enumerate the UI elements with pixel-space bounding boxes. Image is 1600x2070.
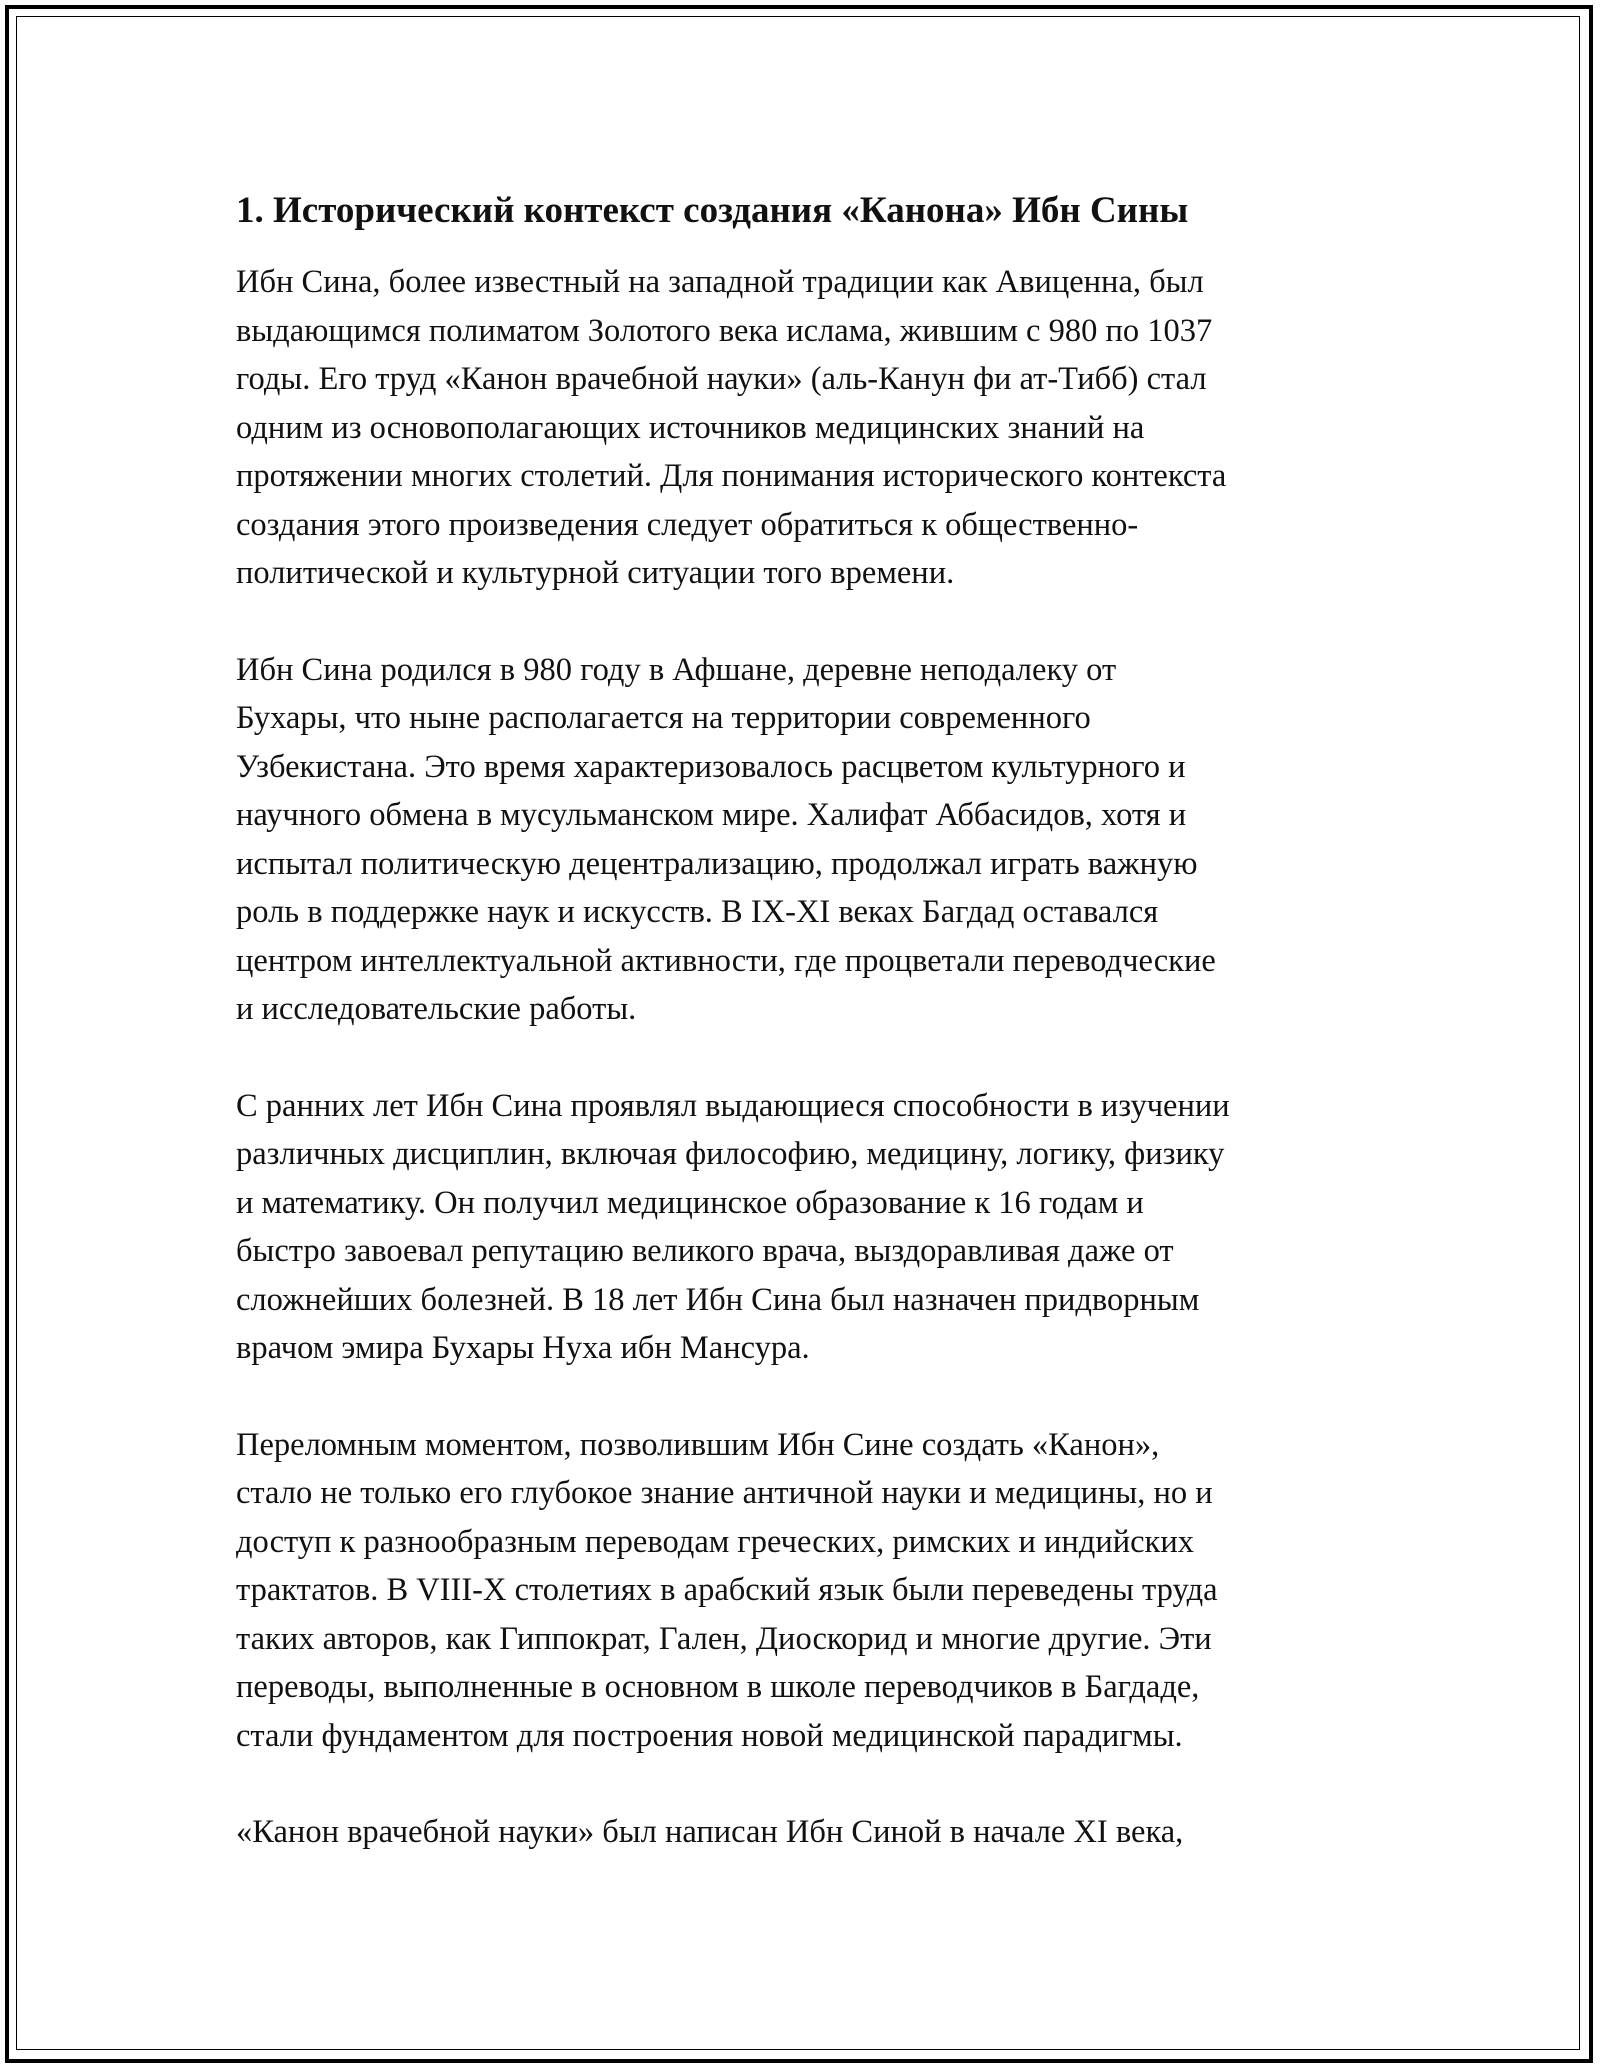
text-line: стали фундаментом для построения новой медицинской парадигмы. [236, 1717, 1183, 1754]
text-line: годы. Его труд «Канон врачебной науки» (аль-Канун фи ат-Тибб) стал [236, 361, 1207, 397]
text-line: Бухары, что ныне располагается на территории современного [236, 700, 1091, 736]
text-line: врачом эмира Бухары Нуха ибн Мансура. [236, 1330, 810, 1366]
text-line: и исследовательские работы. [236, 991, 637, 1027]
text-line: Узбекистана. Это время характеризовалось расцветом культурного и [236, 748, 1186, 785]
paragraph-3 [236, 1082, 1366, 1373]
paragraph-4 [236, 1421, 1366, 1761]
text-line: различных дисциплин, включая философию, медицину, логику, физику [236, 1136, 1225, 1172]
text-line: сложнейших болезней. В 18 лет Ибн Сина был назначен придворным [236, 1281, 1200, 1318]
text-line: быстро завоевал репутацию великого врача, выздоравливая даже от [236, 1233, 1174, 1269]
text-line: стало не только его глубокое знание античной науки и медицины, но и [236, 1475, 1213, 1511]
text-line: центром интеллектуальной активности, где процветали переводческие [236, 942, 1216, 979]
text-line: доступ к разнообразным переводам греческих, римских и индийских [236, 1523, 1194, 1560]
text-line: создания этого произведения следует обратиться к общественно- [236, 506, 1139, 543]
text-line: и математику. Он получил медицинское образование к 16 годам и [236, 1184, 1144, 1221]
text-line: научного обмена в мусульманском мире. Халифат Аббасидов, хотя и [236, 797, 1187, 833]
text-line: переводы, выполненные в основном в школе переводчиков в Багдаде, [236, 1669, 1200, 1705]
text-line: трактатов. В VIII-X столетиях в арабский язык были переведены труда [236, 1572, 1218, 1608]
text-line: «Канон врачебной науки» был написан Ибн Синой в начале XI века, [236, 1814, 1184, 1850]
section-heading: 1. Исторический контекст создания «Канона» Ибн Сины [236, 190, 1189, 231]
text-line: выдающимся полиматом Золотого века ислама, жившим с 980 по 1037 [236, 312, 1213, 349]
text-line: протяжении многих столетий. Для понимания исторического контекста [236, 458, 1227, 494]
text-line: одним из основополагающих источников медицинских знаний на [236, 409, 1145, 446]
text-line: Ибн Сина, более известный на западной традиции как Авиценна, был [236, 264, 1204, 300]
text-line: политической и культурной ситуации того времени. [236, 555, 955, 591]
text-line: таких авторов, как Гиппократ, Гален, Диоскорид и многие другие. Эти [236, 1620, 1212, 1657]
text-line: испытал политическую децентрализацию, продолжал играть важную [236, 845, 1198, 882]
document-page [236, 186, 1366, 1905]
paragraph-2 [236, 646, 1366, 1034]
text-line: роль в поддержке наук и искусств. В IX-XI веках Багдад оставался [236, 894, 1159, 930]
paragraph-1 [236, 258, 1366, 598]
paragraph-5 [236, 1808, 1366, 1857]
text-line: С ранних лет Ибн Сина проявлял выдающиеся способности в изучении [236, 1087, 1230, 1124]
text-line: Ибн Сина родился в 980 году в Афшане, деревне неподалеку от [236, 651, 1117, 688]
text-line: Переломным моментом, позволившим Ибн Сине создать «Канон», [236, 1426, 1160, 1463]
